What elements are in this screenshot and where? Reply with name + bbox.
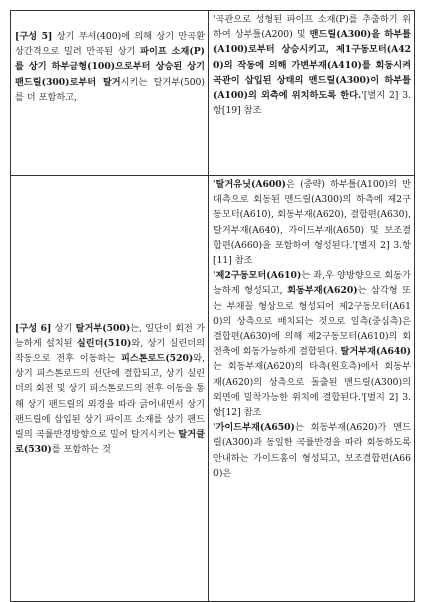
- evidence-quote: '제2구동모터(A610)는 좌,우 양방향으로 회동가능하게 형성되고, 회동부재(A620)는 삼각형 또는 부채꼴 형상으로 형성되어 제2구동모터(A610)의 상측으로 배치되는 것으로 일측(중심측)은 결합편(A630)에 의해 제2구동모터(A610)의 회전축에 회동가능하게 결합된다. 탈거부재(A640)는 회동부재(A620)의 타측(원호측)에서 회동부재(A620)의 상측으로 돌출된 맨드릴(A300)의 외면에 밀착가능한 위치에 결합된다.'[별지 2] 3.항[12] 참조: [213, 270, 411, 419]
- evidence-quote: '가이드부재(A650)는 회동부재(A620)가 맨드릴(A300)과 동일한 곡률반경을 따라 회동하도록 안내하는 가이드홈이 형성되고, 보조결합편(A660)은: [213, 422, 411, 479]
- table-row: [11, 11, 415, 176]
- claim-cell: [11, 11, 209, 176]
- evidence-cell: [209, 176, 415, 602]
- evidence-quote: '곡관으로 성형된 파이프 소재(P)를 추출하기 위하여 상부틀(A200) 및 맨드릴(A300)을 하부틀(A100)로부터 상승시키고, 제1구동모터(A420)의 작동에 의해 가변부재(A410)를 회동시켜 곡관이 삽입된 상태의 맨드릴(A300)이 하부틀(A100)의 외측에 위치하도록 한다.'[별지 2] 3.항[19] 참조: [213, 14, 411, 117]
- claim-cell: [11, 176, 209, 602]
- evidence-cell: [209, 11, 415, 176]
- table-row: [11, 176, 415, 602]
- claim-heading: [구성 5]: [15, 31, 53, 42]
- claim-text: [구성 5] 상기 푸셔(400)에 의해 상기 만곡환상간격으로 밀려 만곡된 상기 파이프 소재(P)를 상기 하부금형(100)으로부터 상승된 상기 팬드릴(300)로부터 탈거시키는 탈거부(500)를 더 포함하고,: [15, 31, 205, 103]
- claim-heading: [구성 6]: [15, 322, 52, 334]
- claim-text: [구성 6] 상기 탈거부(500)는, 일단이 회전 가능하게 설치된 실린더(510)와, 상기 실린더의 작동으로 전후 이동하는 피스톤로드(520)와, 상기 피스톤로드의 선단에 결합되고, 상기 실린더의 회전 및 상기 피스톤로드의 전후 이동을 통해 상기 팬드릴의 외경을 따라 긁어내면서 상기 팬드릴에 삽입된 상기 파이프 소재를 상기 팬드릴의 곡률반경방향으로 밀어 탈거시키는 탈거클로(530)를 포함하는 것: [15, 322, 206, 456]
- evidence-quote: '탈거유닛(A600)은 (중략) 하부틀(A100)의 반대측으로 회동된 맨드릴(A300)의 하측에 제2구동모터(A610), 회동부재(A620), 결합편(A630), 탈거부재(A640), 가이드부재(A650) 및 보조결합편(A660)을 포함하여 형성된다.'[별지 2] 3.항[11] 참조: [213, 179, 411, 267]
- claim-comparison-table: [10, 10, 415, 602]
